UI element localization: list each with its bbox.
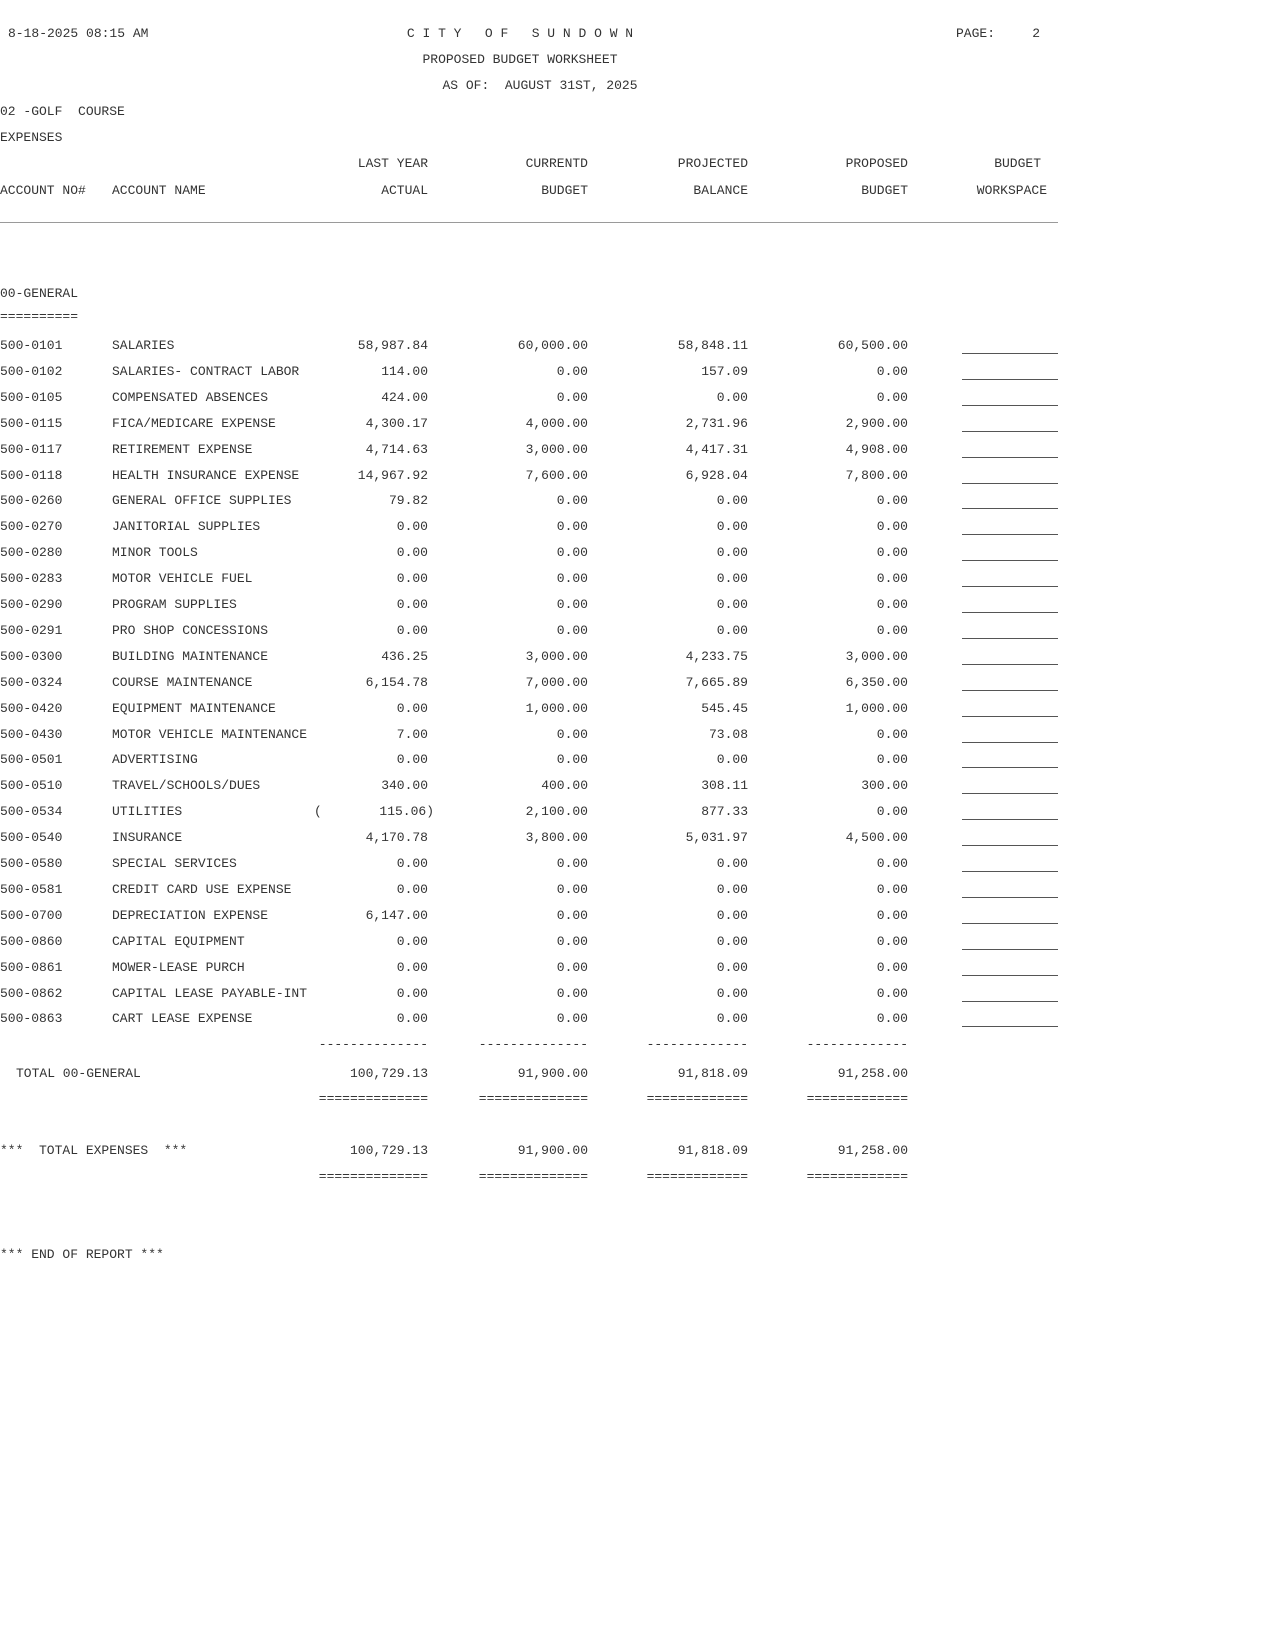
account-number: 500-0534 bbox=[0, 804, 63, 820]
account-name: SALARIES bbox=[112, 338, 175, 353]
account-name: TRAVEL/SCHOOLS/DUES bbox=[112, 778, 261, 794]
actual-value: 0.00 bbox=[396, 752, 428, 768]
table-row bbox=[0, 569, 1060, 595]
workspace-entry-line[interactable] bbox=[962, 690, 1058, 691]
table-row bbox=[0, 699, 1060, 725]
workspace-entry-line[interactable] bbox=[962, 767, 1058, 768]
budget-value: 3,000.00 bbox=[525, 648, 588, 664]
balance-value: 0.00 bbox=[716, 985, 748, 1001]
actual-value: 424.00 bbox=[381, 389, 428, 405]
grand-total-balance: 91,818.09 bbox=[677, 1143, 748, 1158]
account-name: CAPITAL LEASE PAYABLE-INT bbox=[112, 985, 308, 1001]
table-row bbox=[0, 466, 1060, 492]
budget-value: 0.00 bbox=[556, 519, 588, 535]
table-row bbox=[0, 932, 1060, 958]
budget-value: 0.00 bbox=[556, 545, 588, 561]
account-name: RETIREMENT EXPENSE bbox=[112, 441, 253, 457]
account-name: MOTOR VEHICLE MAINTENANCE bbox=[112, 726, 308, 742]
workspace-entry-line[interactable] bbox=[962, 457, 1058, 458]
budget-value: 0.00 bbox=[556, 389, 588, 405]
report-datetime: 8-18-2025 08:15 AM bbox=[8, 26, 149, 41]
balance-value: 4,417.31 bbox=[685, 441, 748, 457]
account-number: 500-0580 bbox=[0, 856, 63, 871]
workspace-entry-line[interactable] bbox=[962, 638, 1058, 639]
budget-value: 0.00 bbox=[556, 571, 588, 587]
workspace-entry-line[interactable] bbox=[962, 949, 1058, 950]
account-number: 500-0501 bbox=[0, 752, 63, 768]
account-name: EQUIPMENT MAINTENANCE bbox=[112, 700, 276, 716]
actual-value: 4,300.17 bbox=[365, 415, 428, 431]
proposed-value: 2,900.00 bbox=[845, 415, 908, 431]
account-name: DEPRECIATION EXPENSE bbox=[112, 907, 269, 923]
balance-value: 0.00 bbox=[716, 907, 748, 923]
budget-value: 0.00 bbox=[556, 726, 588, 742]
balance-value: 0.00 bbox=[716, 571, 748, 587]
actual-value: 0.00 bbox=[396, 519, 428, 535]
balance-value: 545.45 bbox=[701, 700, 748, 716]
actual-value: 436.25 bbox=[381, 648, 428, 664]
account-name: SPECIAL SERVICES bbox=[112, 856, 237, 871]
report-title: PROPOSED BUDGET WORKSHEET bbox=[422, 52, 618, 67]
col-account-name: ACCOUNT NAME bbox=[112, 183, 206, 198]
balance-value: 0.00 bbox=[716, 597, 748, 612]
workspace-entry-line[interactable] bbox=[962, 405, 1058, 406]
account-name: COURSE MAINTENANCE bbox=[112, 674, 253, 690]
proposed-value: 0.00 bbox=[876, 804, 908, 820]
account-number: 500-0420 bbox=[0, 700, 63, 716]
workspace-entry-line[interactable] bbox=[962, 353, 1058, 354]
budget-value: 0.00 bbox=[556, 1011, 588, 1027]
eq-actual: ============== bbox=[318, 1091, 428, 1106]
col-proposed-1: PROPOSED bbox=[845, 156, 908, 171]
account-number: 500-0860 bbox=[0, 933, 63, 949]
header-rule bbox=[0, 222, 1058, 223]
account-number: 500-0324 bbox=[0, 674, 63, 690]
account-name: SALARIES- CONTRACT LABOR bbox=[112, 363, 300, 379]
proposed-value: 6,350.00 bbox=[845, 674, 908, 690]
eq-balance: ============= bbox=[646, 1091, 748, 1106]
negative-open-paren: ( bbox=[314, 804, 322, 820]
proposed-value: 0.00 bbox=[876, 881, 908, 897]
proposed-value: 1,000.00 bbox=[845, 700, 908, 716]
account-name: MOTOR VEHICLE FUEL bbox=[112, 571, 253, 587]
section-total-actual: 100,729.13 bbox=[349, 1066, 428, 1081]
actual-value: 340.00 bbox=[381, 778, 428, 794]
balance-value: 4,233.75 bbox=[685, 648, 748, 664]
actual-value: 6,154.78 bbox=[365, 674, 428, 690]
dash-balance: ------------- bbox=[646, 1037, 748, 1052]
end-of-report: *** END OF REPORT *** bbox=[0, 1247, 164, 1262]
workspace-entry-line[interactable] bbox=[962, 612, 1058, 613]
section-underline: ========== bbox=[0, 309, 79, 324]
budget-value: 0.00 bbox=[556, 752, 588, 768]
account-name: CREDIT CARD USE EXPENSE bbox=[112, 881, 292, 897]
proposed-value: 0.00 bbox=[876, 363, 908, 379]
account-name: MOWER-LEASE PURCH bbox=[112, 959, 245, 975]
workspace-entry-line[interactable] bbox=[962, 508, 1058, 509]
proposed-value: 0.00 bbox=[876, 571, 908, 587]
section-title: 00-GENERAL bbox=[0, 286, 79, 301]
workspace-entry-line[interactable] bbox=[962, 1026, 1058, 1027]
proposed-value: 0.00 bbox=[876, 519, 908, 535]
account-name: CART LEASE EXPENSE bbox=[112, 1011, 253, 1027]
eq2-actual: ============== bbox=[318, 1169, 428, 1184]
section-total-label: TOTAL 00-GENERAL bbox=[16, 1066, 141, 1081]
proposed-value: 0.00 bbox=[876, 622, 908, 638]
table-row bbox=[0, 776, 1060, 802]
balance-value: 0.00 bbox=[716, 959, 748, 975]
workspace-entry-line[interactable] bbox=[962, 560, 1058, 561]
budget-value: 0.00 bbox=[556, 959, 588, 975]
actual-value: 0.00 bbox=[396, 571, 428, 587]
budget-value: 0.00 bbox=[556, 597, 588, 612]
col-projected-2: BALANCE bbox=[693, 183, 748, 198]
account-name: MINOR TOOLS bbox=[112, 545, 198, 561]
account-name: UTILITIES bbox=[112, 804, 183, 820]
account-number: 500-0510 bbox=[0, 778, 63, 794]
balance-value: 0.00 bbox=[716, 856, 748, 871]
proposed-value: 0.00 bbox=[876, 493, 908, 509]
fund-name: 02 -GOLF COURSE bbox=[0, 104, 125, 119]
page-label: PAGE: bbox=[956, 26, 996, 41]
eq-budget: ============== bbox=[478, 1091, 588, 1106]
budget-value: 0.00 bbox=[556, 933, 588, 949]
balance-value: 0.00 bbox=[716, 933, 748, 949]
table-row bbox=[0, 673, 1060, 699]
account-number: 500-0863 bbox=[0, 1011, 63, 1027]
eq2-balance: ============= bbox=[646, 1169, 748, 1184]
account-number: 500-0861 bbox=[0, 959, 63, 975]
workspace-entry-line[interactable] bbox=[962, 379, 1058, 380]
eq2-budget: ============== bbox=[478, 1169, 588, 1184]
actual-value: 0.00 bbox=[396, 856, 428, 871]
proposed-value: 4,500.00 bbox=[845, 830, 908, 846]
actual-value: 4,714.63 bbox=[365, 441, 428, 457]
workspace-entry-line[interactable] bbox=[962, 586, 1058, 587]
proposed-value: 0.00 bbox=[876, 726, 908, 742]
proposed-value: 0.00 bbox=[876, 1011, 908, 1027]
table-row bbox=[0, 1009, 1060, 1035]
table-row bbox=[0, 750, 1060, 776]
proposed-value: 0.00 bbox=[876, 597, 908, 612]
section-total-proposed: 91,258.00 bbox=[837, 1066, 908, 1081]
table-row bbox=[0, 543, 1060, 569]
balance-value: 0.00 bbox=[716, 622, 748, 638]
account-name: PROGRAM SUPPLIES bbox=[112, 597, 237, 612]
account-number: 500-0290 bbox=[0, 597, 63, 612]
actual-value: 6,147.00 bbox=[365, 907, 428, 923]
workspace-entry-line[interactable] bbox=[962, 897, 1058, 898]
budget-value: 400.00 bbox=[541, 778, 588, 794]
actual-value: 0.00 bbox=[396, 959, 428, 975]
workspace-entry-line[interactable] bbox=[962, 819, 1058, 820]
table-row bbox=[0, 517, 1060, 543]
proposed-value: 0.00 bbox=[876, 389, 908, 405]
account-number: 500-0270 bbox=[0, 519, 63, 535]
workspace-entry-line[interactable] bbox=[962, 483, 1058, 484]
account-number: 500-0118 bbox=[0, 467, 63, 483]
col-last-year-1: LAST YEAR bbox=[357, 156, 428, 171]
table-row bbox=[0, 621, 1060, 647]
dash-actual: -------------- bbox=[318, 1037, 428, 1052]
balance-value: 308.11 bbox=[701, 778, 748, 794]
dash-budget: -------------- bbox=[478, 1037, 588, 1052]
budget-value: 7,000.00 bbox=[525, 674, 588, 690]
col-proposed-2: BUDGET bbox=[861, 183, 908, 198]
actual-value: 0.00 bbox=[396, 881, 428, 897]
balance-value: 58,848.11 bbox=[677, 338, 748, 353]
table-row bbox=[0, 880, 1060, 906]
col-current-2: BUDGET bbox=[541, 183, 588, 198]
workspace-entry-line[interactable] bbox=[962, 793, 1058, 794]
eq2-proposed: ============= bbox=[806, 1169, 908, 1184]
account-name: ADVERTISING bbox=[112, 752, 198, 768]
balance-value: 157.09 bbox=[701, 363, 748, 379]
workspace-entry-line[interactable] bbox=[962, 716, 1058, 717]
account-number: 500-0700 bbox=[0, 907, 63, 923]
proposed-value: 0.00 bbox=[876, 985, 908, 1001]
balance-value: 0.00 bbox=[716, 1011, 748, 1027]
balance-value: 877.33 bbox=[701, 804, 748, 820]
table-row bbox=[0, 802, 1060, 828]
col-account-no: ACCOUNT NO# bbox=[0, 183, 86, 198]
table-row bbox=[0, 828, 1060, 854]
grand-total-actual: 100,729.13 bbox=[349, 1143, 428, 1158]
table-row bbox=[0, 984, 1060, 1010]
category-label: EXPENSES bbox=[0, 130, 63, 145]
workspace-entry-line[interactable] bbox=[962, 742, 1058, 743]
proposed-value: 300.00 bbox=[861, 778, 908, 794]
workspace-entry-line[interactable] bbox=[962, 534, 1058, 535]
account-name: PRO SHOP CONCESSIONS bbox=[112, 622, 269, 638]
balance-value: 6,928.04 bbox=[685, 467, 748, 483]
actual-value: 4,170.78 bbox=[365, 830, 428, 846]
actual-value: 0.00 bbox=[396, 700, 428, 716]
table-row bbox=[0, 647, 1060, 673]
actual-value: 0.00 bbox=[396, 545, 428, 561]
account-number: 500-0117 bbox=[0, 441, 63, 457]
proposed-value: 4,908.00 bbox=[845, 441, 908, 457]
proposed-value: 0.00 bbox=[876, 907, 908, 923]
actual-value: 0.00 bbox=[396, 933, 428, 949]
proposed-value: 60,500.00 bbox=[837, 338, 908, 353]
table-row bbox=[0, 440, 1060, 466]
table-row bbox=[0, 491, 1060, 517]
table-row bbox=[0, 414, 1060, 440]
actual-value: 14,967.92 bbox=[357, 467, 428, 483]
table-row bbox=[0, 362, 1060, 388]
account-number: 500-0105 bbox=[0, 389, 63, 405]
proposed-value: 0.00 bbox=[876, 933, 908, 949]
actual-value: 7.00 bbox=[396, 726, 428, 742]
budget-value: 7,600.00 bbox=[525, 467, 588, 483]
proposed-value: 0.00 bbox=[876, 752, 908, 768]
workspace-entry-line[interactable] bbox=[962, 1001, 1058, 1002]
account-name: FICA/MEDICARE EXPENSE bbox=[112, 415, 276, 431]
proposed-value: 3,000.00 bbox=[845, 648, 908, 664]
budget-value: 3,800.00 bbox=[525, 830, 588, 846]
workspace-entry-line[interactable] bbox=[962, 845, 1058, 846]
budget-value: 4,000.00 bbox=[525, 415, 588, 431]
col-current-1: CURRENTD bbox=[525, 156, 588, 171]
balance-value: 5,031.97 bbox=[685, 830, 748, 846]
account-name: INSURANCE bbox=[112, 830, 183, 846]
account-number: 500-0115 bbox=[0, 415, 63, 431]
balance-value: 0.00 bbox=[716, 519, 748, 535]
table-row bbox=[0, 958, 1060, 984]
section-total-balance: 91,818.09 bbox=[677, 1066, 748, 1081]
balance-value: 0.00 bbox=[716, 493, 748, 509]
account-name: COMPENSATED ABSENCES bbox=[112, 389, 269, 405]
proposed-value: 0.00 bbox=[876, 959, 908, 975]
grand-total-proposed: 91,258.00 bbox=[837, 1143, 908, 1158]
workspace-entry-line[interactable] bbox=[962, 975, 1058, 976]
balance-value: 2,731.96 bbox=[685, 415, 748, 431]
table-row bbox=[0, 854, 1060, 880]
dash-proposed: ------------- bbox=[806, 1037, 908, 1052]
table-row bbox=[0, 906, 1060, 932]
eq-proposed: ============= bbox=[806, 1091, 908, 1106]
account-number: 500-0291 bbox=[0, 622, 63, 638]
city-name: C I T Y O F S U N D O W N bbox=[406, 26, 634, 41]
budget-value: 0.00 bbox=[556, 622, 588, 638]
budget-value: 0.00 bbox=[556, 881, 588, 897]
col-projected-1: PROJECTED bbox=[677, 156, 748, 171]
section-total-budget: 91,900.00 bbox=[517, 1066, 588, 1081]
budget-value: 1,000.00 bbox=[525, 700, 588, 716]
account-number: 500-0283 bbox=[0, 571, 63, 587]
proposed-value: 0.00 bbox=[876, 856, 908, 871]
table-row bbox=[0, 725, 1060, 751]
actual-value: 0.00 bbox=[396, 622, 428, 638]
budget-value: 0.00 bbox=[556, 856, 588, 871]
balance-value: 0.00 bbox=[716, 752, 748, 768]
balance-value: 0.00 bbox=[716, 545, 748, 561]
as-of-date: AS OF: AUGUST 31ST, 2025 bbox=[442, 78, 638, 93]
account-number: 500-0280 bbox=[0, 545, 63, 561]
col-workspace-2: WORKSPACE bbox=[976, 183, 1047, 198]
balance-value: 73.08 bbox=[708, 726, 748, 742]
account-name: BUILDING MAINTENANCE bbox=[112, 648, 269, 664]
budget-value: 3,000.00 bbox=[525, 441, 588, 457]
budget-value: 0.00 bbox=[556, 493, 588, 509]
budget-value: 0.00 bbox=[556, 985, 588, 1001]
account-name: CAPITAL EQUIPMENT bbox=[112, 933, 245, 949]
col-workspace-1: BUDGET bbox=[994, 156, 1041, 171]
account-name: HEALTH INSURANCE EXPENSE bbox=[112, 467, 300, 483]
account-number: 500-0540 bbox=[0, 830, 63, 846]
grand-total-budget: 91,900.00 bbox=[517, 1143, 588, 1158]
actual-value: 0.00 bbox=[396, 1011, 428, 1027]
balance-value: 0.00 bbox=[716, 881, 748, 897]
budget-value: 60,000.00 bbox=[517, 338, 588, 353]
workspace-entry-line[interactable] bbox=[962, 431, 1058, 432]
budget-value: 0.00 bbox=[556, 363, 588, 379]
actual-value: 0.00 bbox=[396, 985, 428, 1001]
table-row bbox=[0, 388, 1060, 414]
grand-total-label: *** TOTAL EXPENSES *** bbox=[0, 1143, 188, 1158]
col-last-year-2: ACTUAL bbox=[381, 183, 428, 198]
budget-value: 2,100.00 bbox=[525, 804, 588, 820]
actual-value: 0.00 bbox=[396, 597, 428, 612]
account-number: 500-0300 bbox=[0, 648, 63, 664]
account-name: GENERAL OFFICE SUPPLIES bbox=[112, 493, 292, 509]
account-number: 500-0430 bbox=[0, 726, 63, 742]
balance-value: 0.00 bbox=[716, 389, 748, 405]
actual-value: 58,987.84 bbox=[357, 338, 428, 353]
budget-value: 0.00 bbox=[556, 907, 588, 923]
account-number: 500-0260 bbox=[0, 493, 63, 509]
workspace-entry-line[interactable] bbox=[962, 664, 1058, 665]
actual-value: 79.82 bbox=[388, 493, 428, 509]
table-row bbox=[0, 595, 1060, 621]
account-number: 500-0581 bbox=[0, 881, 63, 897]
account-number: 500-0862 bbox=[0, 985, 63, 1001]
workspace-entry-line[interactable] bbox=[962, 871, 1058, 872]
balance-value: 7,665.89 bbox=[685, 674, 748, 690]
table-row bbox=[0, 336, 1060, 362]
account-number: 500-0101 bbox=[0, 338, 63, 353]
page-number: 2 bbox=[1032, 26, 1040, 41]
actual-value: 114.00 bbox=[381, 363, 428, 379]
account-number: 500-0102 bbox=[0, 363, 63, 379]
workspace-entry-line[interactable] bbox=[962, 923, 1058, 924]
account-name: JANITORIAL SUPPLIES bbox=[112, 519, 261, 535]
actual-value: 115.06) bbox=[379, 804, 434, 820]
proposed-value: 7,800.00 bbox=[845, 467, 908, 483]
proposed-value: 0.00 bbox=[876, 545, 908, 561]
